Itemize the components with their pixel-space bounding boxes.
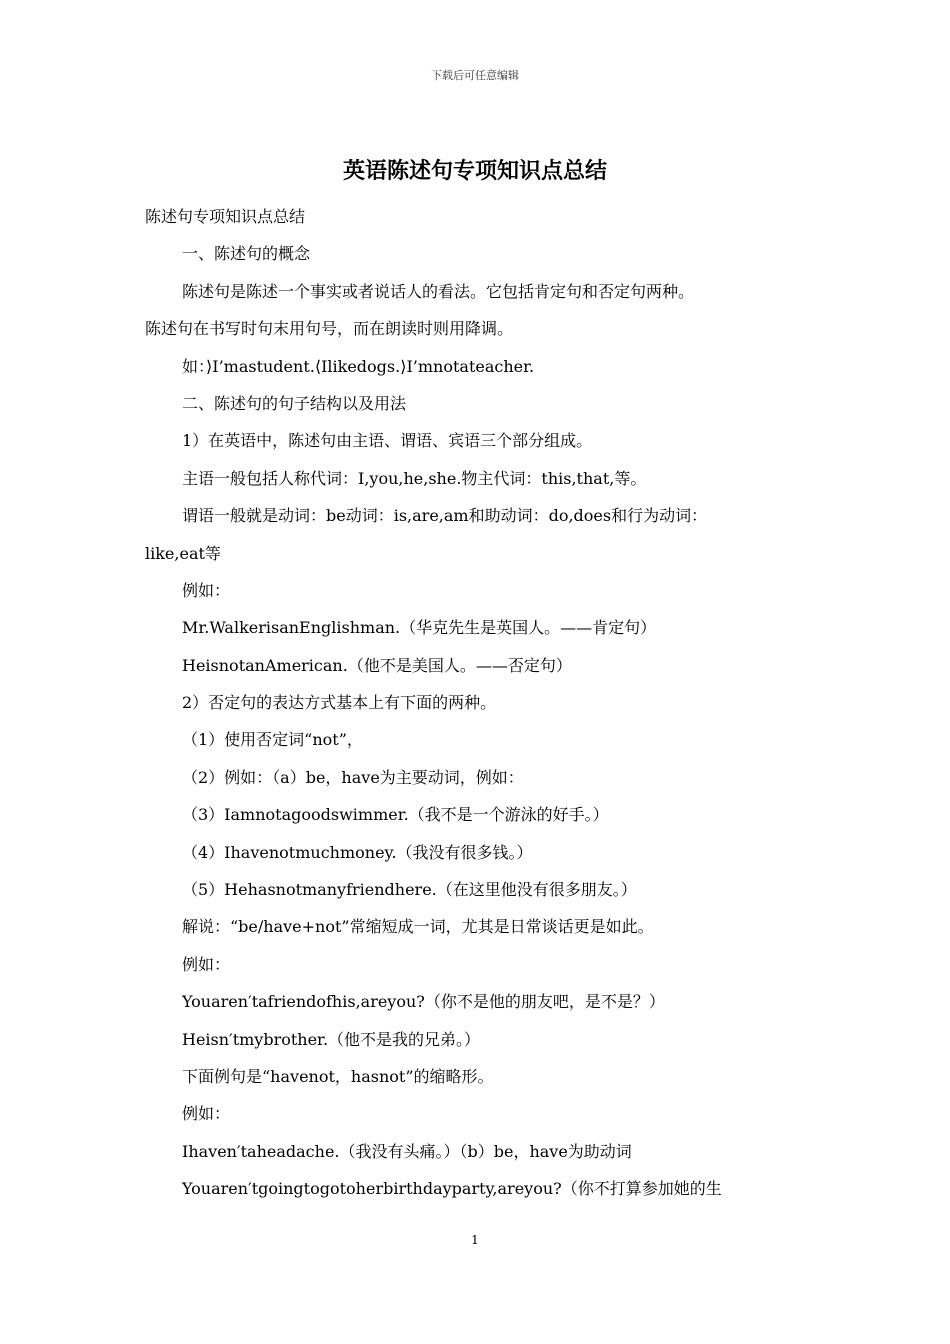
page-number: 1 xyxy=(471,1233,479,1247)
section-heading: 陈述句专项知识点总结 xyxy=(145,207,306,226)
example-line: Youaren′tgoingtogotoherbirthdayparty,areyou?（你不打算参加她的生 xyxy=(182,1179,722,1199)
list-item: （2）例如：（a）be，have为主要动词，例如： xyxy=(182,767,524,787)
example-line: Mr.WalkerisanEnglishman.（华克先生是英国人。——肯定句） xyxy=(182,618,657,638)
paragraph-line: 谓语一般就是动词：be动词：is,are,am和助动词：do,does和行为动词： xyxy=(182,506,708,526)
example-line: 如：⟩I’mastudent.⟨Ilikedogs.⟩I’mnotateacher. xyxy=(182,356,535,376)
paragraph-line: like,eat等 xyxy=(145,543,221,563)
example-line: HeisnotanAmerican.（他不是美国人。——否定句） xyxy=(182,655,572,675)
paragraph-line: 下面例句是“havenot，hasnot”的缩略形。 xyxy=(182,1066,494,1086)
example-label: 例如： xyxy=(182,954,231,974)
list-item: （5）Hehasnotmanyfriendhere.（在这里他没有很多朋友。） xyxy=(182,880,637,900)
paragraph-line: 陈述句是陈述一个事实或者说话人的看法。它包括肯定句和否定句两种。 xyxy=(182,281,695,301)
document-body xyxy=(145,198,810,1208)
list-item: （1）使用否定词“not”， xyxy=(182,730,363,750)
paragraph-line: 2）否定句的表达方式基本上有下面的两种。 xyxy=(182,693,497,713)
list-item: （3）Iamnotagoodswimmer.（我不是一个游泳的好手。） xyxy=(182,805,609,825)
example-line: Youaren′tafriendofhis,areyou?（你不是他的朋友吧，是不是？） xyxy=(182,992,665,1012)
list-item: （4）Ihavenotmuchmoney.（我没有很多钱。） xyxy=(182,842,533,862)
paragraph-line: 1）在英语中，陈述句由主语、谓语、宾语三个部分组成。 xyxy=(182,431,593,451)
paragraph-line: 陈述句在书写时句末用句号，而在朗读时则用降调。 xyxy=(145,319,514,339)
subsection-heading: 二、陈述句的句子结构以及用法 xyxy=(182,393,407,413)
paragraph-line: 主语一般包括人称代词：I,you,he,she.物主代词：this,that,等。 xyxy=(182,468,647,488)
example-line: Heisn′tmybrother.（他不是我的兄弟。） xyxy=(182,1029,481,1049)
header-note: 下载后可任意编辑 xyxy=(431,69,519,82)
example-line: Ihaven′taheadache.（我没有头痛。）（b）be，have为助动词 xyxy=(182,1141,632,1161)
example-label: 例如： xyxy=(182,580,231,600)
document-title: 英语陈述句专项知识点总结 xyxy=(342,159,607,184)
example-label: 例如： xyxy=(182,1104,231,1124)
paragraph-line: 解说：“be/have+not”常缩短成一词，尤其是日常谈话更是如此。 xyxy=(182,917,654,937)
subsection-heading: 一、陈述句的概念 xyxy=(182,244,311,264)
